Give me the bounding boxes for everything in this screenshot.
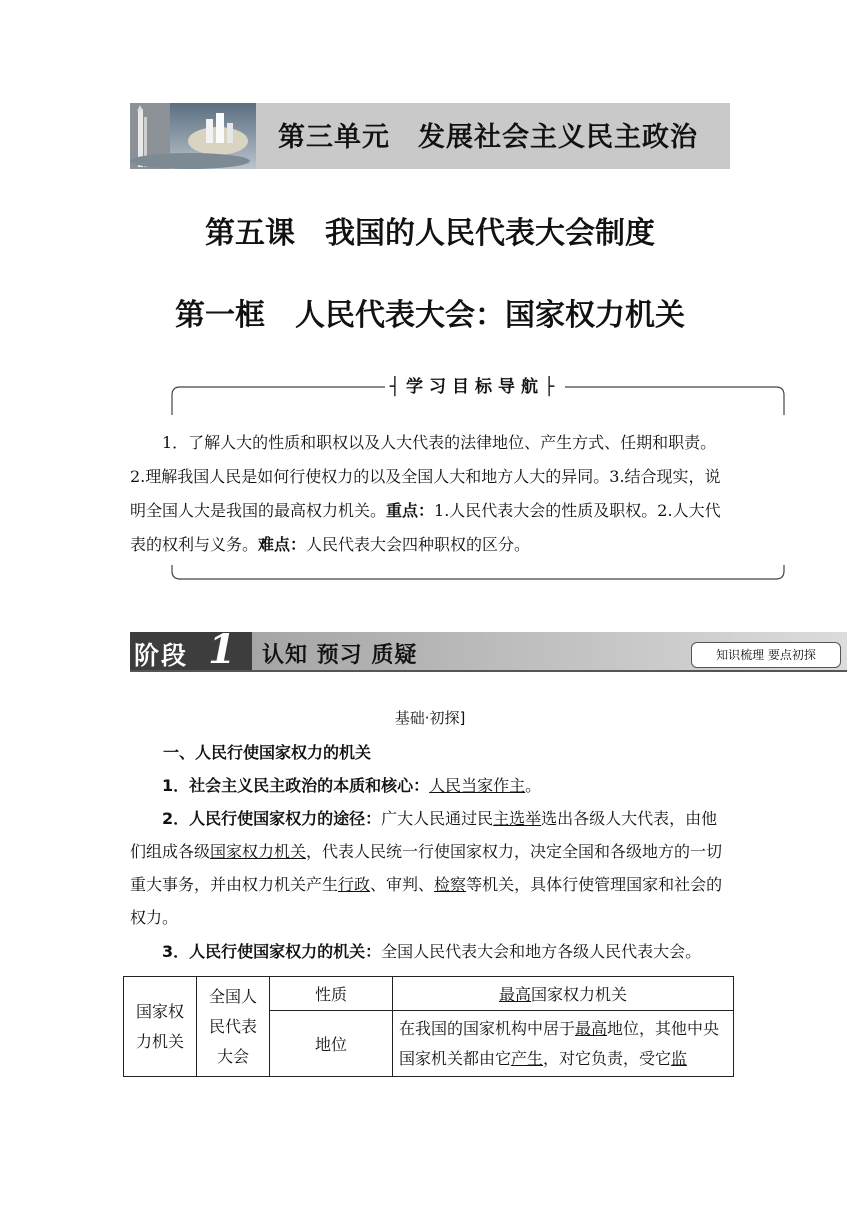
table-row2-value: 在我国的国家机构中居于最高地位，其他中央国家机关都由它产生，对它负责，受它监 xyxy=(393,1011,734,1077)
objectives-text: 1．了解人大的性质和职权以及人大代表的法律地位、产生方式、任期和职责。2.理解我国人民是如何行使权力的以及全国人大和地方人大的异同。3.结合现实，说明全国人大是我国的最高权力机关。重点：1.人民代表大会的性质及职权。2.人大代表的权利与义务。难点：人民代表大会四种职权的区分。 xyxy=(130,433,721,554)
table-row1-value: 最高国家权力机关 xyxy=(393,977,734,1011)
table-row2-label: 地位 xyxy=(270,1011,393,1077)
stage-title: 认知 预习 质疑 xyxy=(262,642,418,668)
unit-banner xyxy=(130,103,730,169)
table-row1-label: 性质 xyxy=(270,977,393,1011)
paragraph-3: 3．人民行使国家权力的机关：全国人民代表大会和地方各级人民代表大会。 xyxy=(162,942,702,961)
stage-tag: 知识梳理 要点初探 xyxy=(691,642,841,668)
unit-title: 第三单元 发展社会主义民主政治 xyxy=(278,122,698,153)
unit-banner-image xyxy=(130,103,256,169)
table-col2-cell: 全国人民代表大会 xyxy=(197,977,270,1077)
answer-2b: 国家权力机关 xyxy=(210,842,307,861)
answer-2c: 行政 xyxy=(338,875,371,894)
paragraph-2: 2．人民行使国家权力的途径：广大人民通过民主选举选出各级人大代表，由他们组成各级国家权力机关，代表人民统一行使国家权力，决定全国和各级地方的一切重大事务，并由权力机关产生行政、审判、检察等机关，具体行使管理国家和社会的权力。 xyxy=(130,809,723,927)
stage-label: 阶段 xyxy=(134,641,189,670)
power-organ-table xyxy=(123,976,734,1077)
stage-number: 1 xyxy=(208,626,236,673)
table-col1-cell: 国家权力机关 xyxy=(124,977,197,1077)
answer-1: 人民当家作主 xyxy=(429,776,526,795)
paragraph-1: 1．社会主义民主政治的本质和核心：人民当家作主。 xyxy=(162,776,542,795)
section-title: 第一框 人民代表大会：国家权力机关 xyxy=(175,298,685,333)
basics-heading: 基础·初探] xyxy=(394,709,466,727)
objectives-label: ┤学习目标导航├ xyxy=(385,372,565,400)
answer-2a: 主选举 xyxy=(493,809,542,828)
heading-1: 一、人民行使国家权力的机关 xyxy=(163,743,372,762)
lesson-title: 第五课 我国的人民代表大会制度 xyxy=(205,216,655,251)
answer-2d: 检察 xyxy=(434,875,467,894)
